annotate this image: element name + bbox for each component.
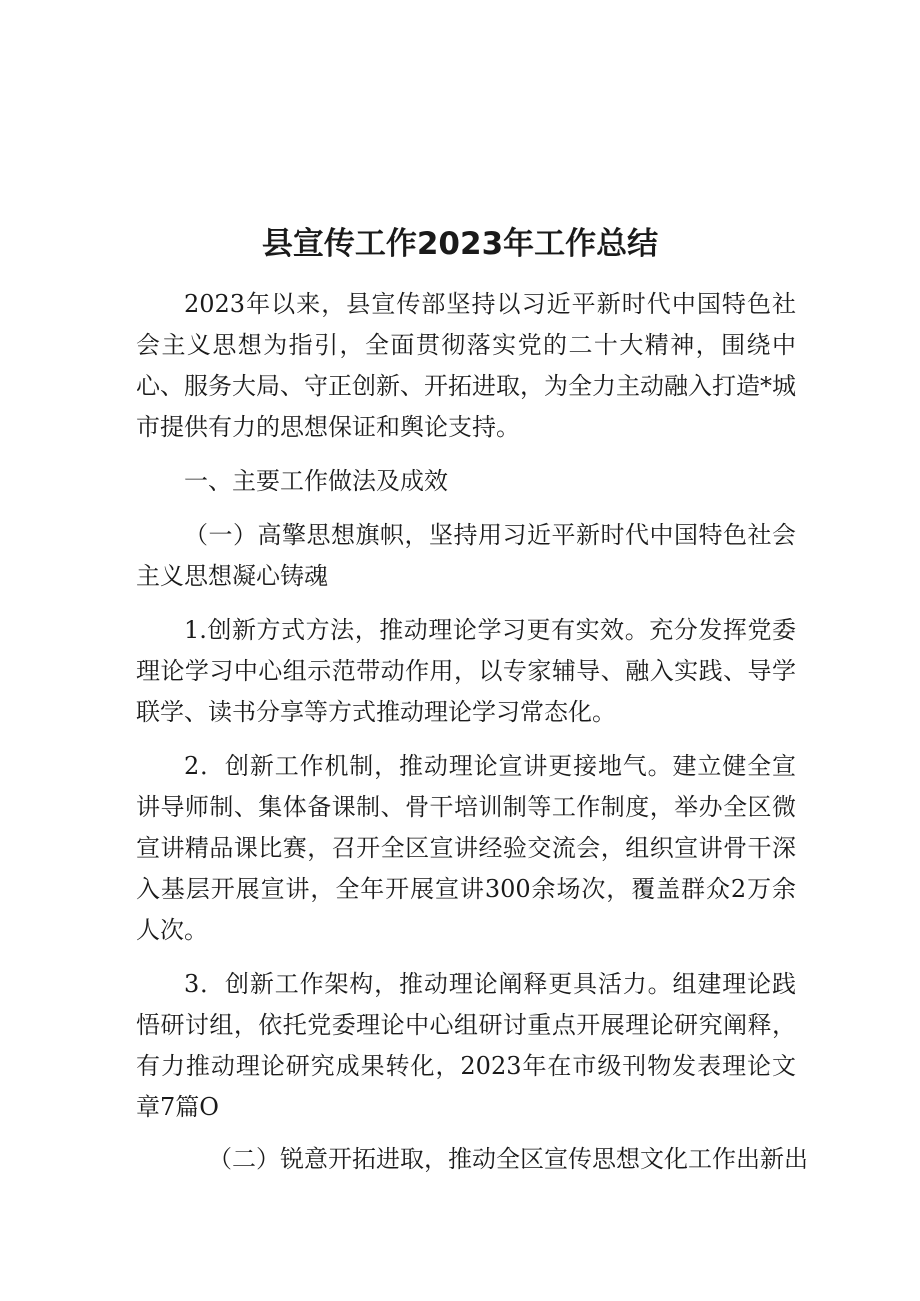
subsection-heading-1: （一）高擎思想旗帜，坚持用习近平新时代中国特色社会主义思想凝心铸魂 xyxy=(136,521,796,590)
item-paragraph-3: 3．创新工作架构，推动理论阐释更具活力。组建理论践悟研讨组，依托党委理论中心组研讨重点开展理论研究阐释，有力推动理论研究成果转化，2023年在市级刊物发表理论文章7篇O xyxy=(136,970,796,1121)
item-paragraph-2: 2．创新工作机制，推动理论宣讲更接地气。建立健全宣讲导师制、集体备课制、骨干培训制等工作制度，举办全区微宣讲精品课比赛，召开全区宣讲经验交流会，组织宣讲骨干深入基层开展宣讲，全年开展宣讲300余场次，覆盖群众2万余人次。 xyxy=(136,752,796,944)
item-paragraph-1: 1.创新方式方法，推动理论学习更有实效。充分发挥党委理论学习中心组示范带动作用，以专家辅导、融入实践、导学联学、读书分享等方式推动理论学习常态化。 xyxy=(136,616,796,726)
document-title: 县宣传工作2023年工作总结 xyxy=(261,226,659,262)
subsection-heading-2: （二）锐意开拓进取，推动全区宣传思想文化工作出新出 xyxy=(208,1145,808,1173)
document-body xyxy=(136,284,808,1180)
section-heading-1: 一、主要工作做法及成效 xyxy=(184,467,448,495)
intro-paragraph: 2023年以来，县宣传部坚持以习近平新时代中国特色社会主义思想为指引，全面贯彻落实党的二十大精神，围绕中心、服务大局、守正创新、开拓进取，为全力主动融入打造*城市提供有力的思想保证和舆论支持。 xyxy=(136,290,796,441)
